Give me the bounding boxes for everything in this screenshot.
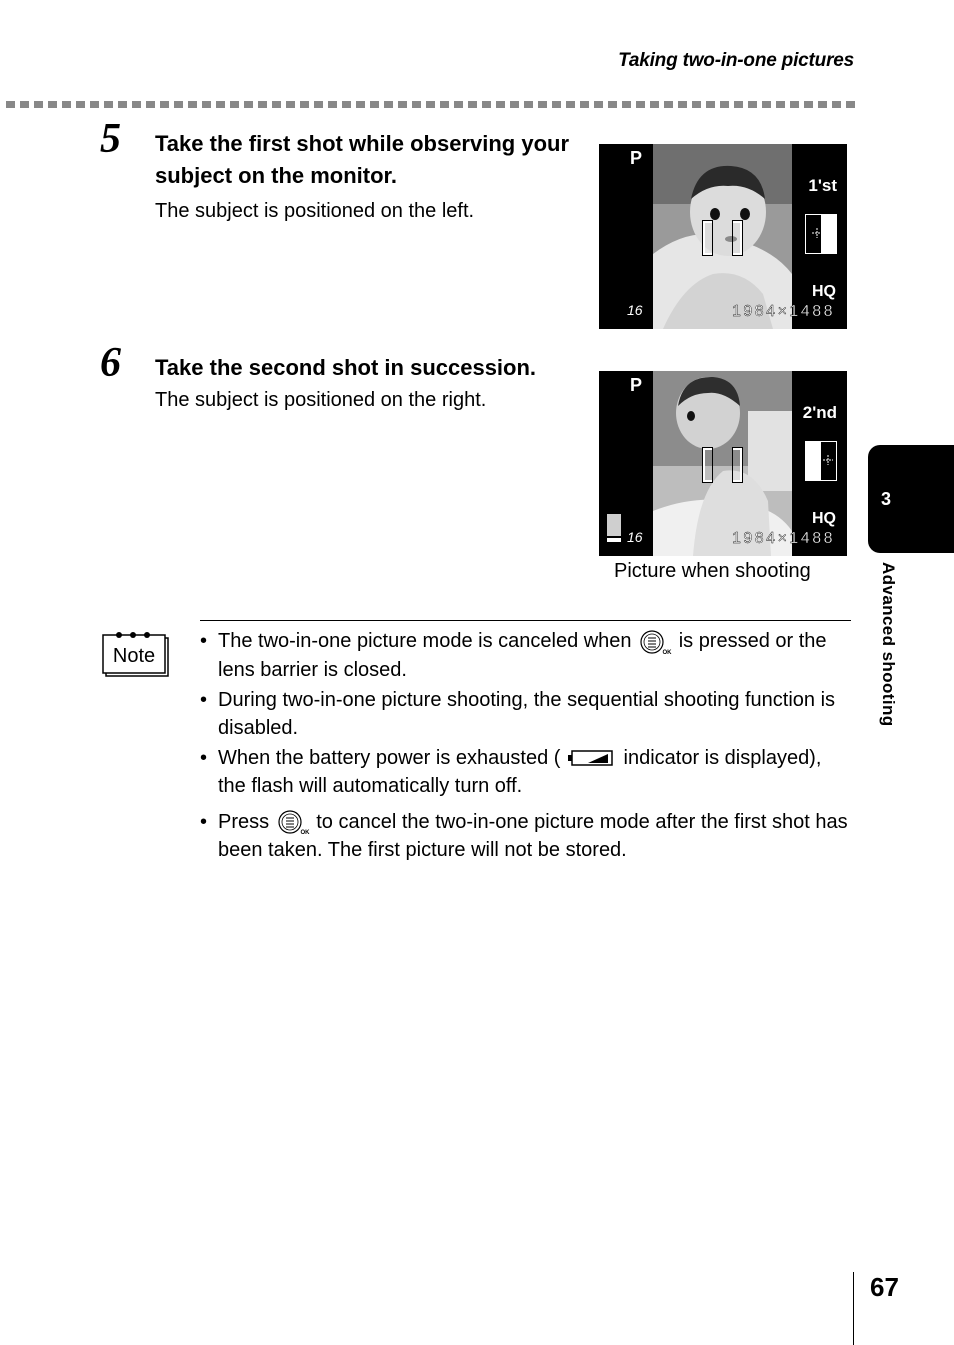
af-bracket-left-icon [703,221,712,255]
svg-text:OK: OK [662,649,672,656]
note-text: During two-in-one picture shooting, the sequential shooting function is disabled. [218,688,836,739]
note-item [200,808,852,865]
note-text: When the battery power is exhausted ( [218,746,561,769]
step-description: The subject is positioned on the right. [155,389,487,411]
camera-monitor-second-shot [599,371,847,556]
af-bracket-right-icon [733,221,742,255]
battery-low-icon [566,749,618,767]
af-bracket-left-icon [703,448,712,482]
image-resolution: 1984×1488 [731,303,835,320]
note-item [200,627,852,684]
note-text: is pressed or the lens barrier is closed. [218,630,827,681]
dashed-divider [6,101,858,108]
note-item [200,744,852,800]
image-quality: HQ [812,283,836,300]
step-title: Take the first shot while observing your subject on the monitor. [155,131,570,188]
note-icon [102,632,170,678]
note-text: indicator is displayed), the flash will automatically turn off. [218,746,822,797]
af-bracket-right-icon [733,448,742,482]
frames-remaining: 16 [627,529,643,545]
battery-level-icon [607,514,621,542]
chapter-number: 3 [881,489,892,509]
step-title: Take the second shot in succession. [155,355,537,380]
step-number: 6 [100,340,121,386]
page-number-divider [853,1272,854,1345]
exposure-mode: P [630,148,643,168]
exposure-mode: P [630,375,643,395]
image-quality: HQ [812,510,836,527]
step-description: The subject is positioned on the left. [155,200,475,222]
frames-remaining: 16 [627,302,643,318]
shot-indicator: 1'st [808,176,837,195]
baby-photo-right [653,371,792,556]
note-text: to cancel the two-in-one picture mode after the first shot has been taken. The first picture will not be stored. [218,810,848,862]
menu-ok-button-icon [637,628,673,656]
two-in-one-preview-icon [805,214,837,254]
note-label: Note [112,645,156,667]
image-resolution: 1984×1488 [731,530,835,547]
page-number: 67 [870,1272,899,1302]
svg-text:OK: OK [300,830,310,837]
menu-ok-button-icon [275,808,311,836]
camera-monitor-first-shot [599,144,847,329]
step-number: 5 [100,116,121,162]
running-header: Taking two-in-one pictures [618,50,854,71]
figure-caption: Picture when shooting [614,560,811,582]
two-in-one-preview-icon [805,441,837,481]
note-text: The two-in-one picture mode is canceled when [218,630,632,652]
shot-indicator: 2'nd [802,403,837,422]
note-divider [200,620,851,621]
baby-photo-left [653,144,792,329]
note-item [200,686,852,742]
note-list [200,627,852,866]
chapter-tab [868,445,954,553]
note-text: Press [218,810,270,833]
chapter-label: Advanced shooting [879,562,898,727]
